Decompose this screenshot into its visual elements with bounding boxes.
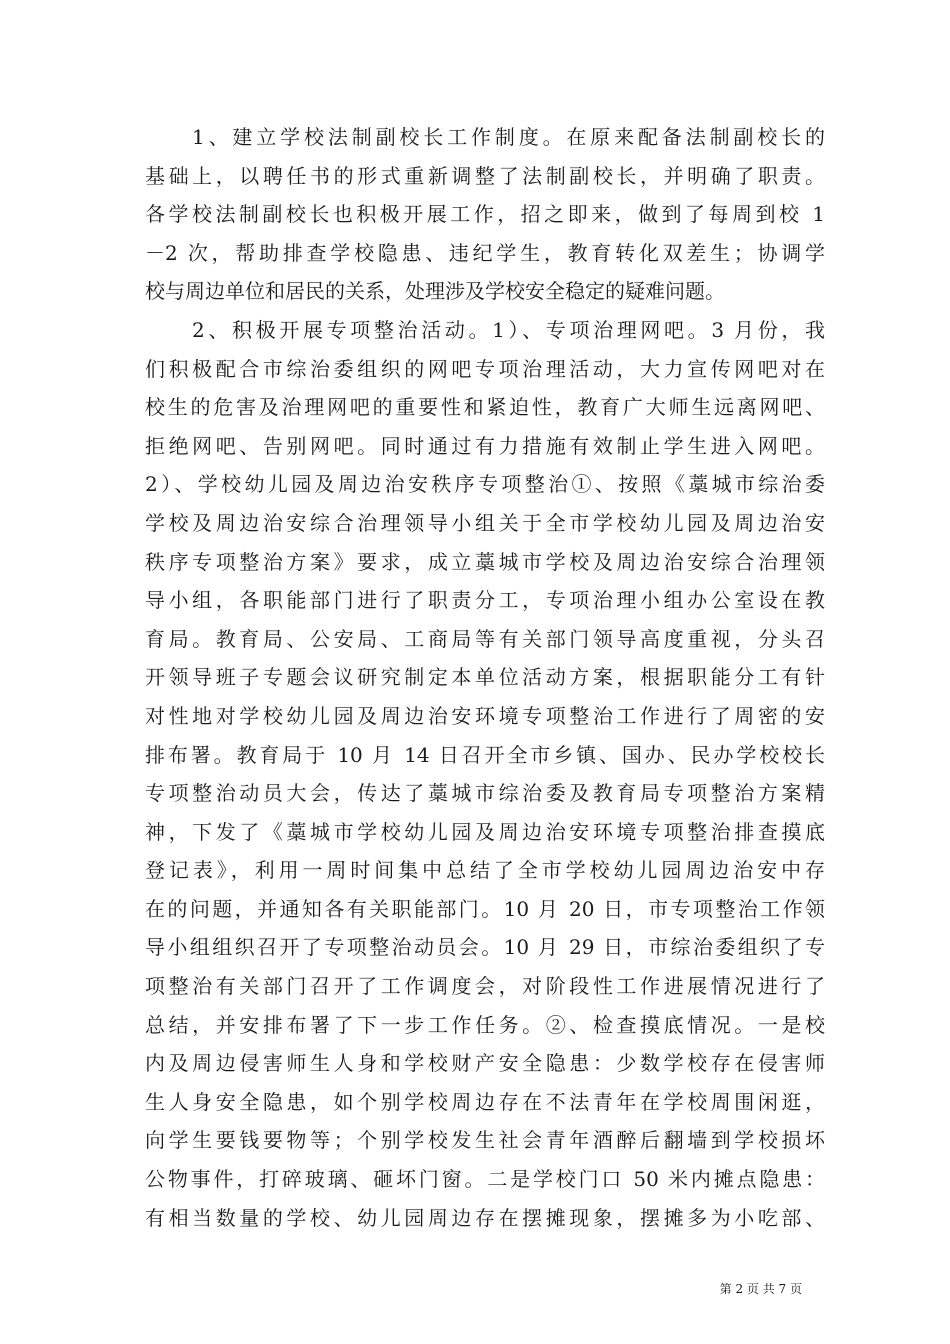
paragraph-2-line-8: 导小组，各职能部门进行了职责分工，专项治理小组办公室设在教: [145, 588, 825, 613]
paragraph-2-line-14: 神，下发了《藁城市学校幼儿园及周边治安环境专项整治排查摸底: [145, 819, 825, 844]
paragraph-2-line-7: 秩序专项整治方案》要求，成立藁城市学校及周边治安综合治理领: [145, 549, 825, 574]
paragraph-1-line-3: 各学校法制副校长也积极开展工作，招之即来，做到了每周到校 1: [145, 202, 825, 227]
paragraph-2-line-4: 拒绝网吧、告别网吧。同时通过有力措施有效制止学生进入网吧。: [145, 433, 825, 458]
paragraph-2-line-24: 有相当数量的学校、幼儿园周边存在摆摊现象，摆摊多为小吃部、: [145, 1205, 825, 1230]
paragraph-2-line-22: 向学生要钱要物等；个别学校发生社会青年酒醉后翻墙到学校损坏: [145, 1128, 825, 1153]
document-body: [145, 118, 825, 1237]
paragraph-2-line-17: 导小组组织召开了专项整治动员会。10 月 29 日，市综治委组织了专: [145, 935, 825, 960]
paragraph-2-line-18: 项整治有关部门召开了工作调度会，对阶段性工作进展情况进行了: [145, 974, 825, 999]
paragraph-2-line-11: 对性地对学校幼儿园及周边治安环境专项整治工作进行了周密的安: [145, 703, 825, 728]
paragraph-1-line-2: 基础上，以聘任书的形式重新调整了法制副校长，并明确了职责。: [145, 163, 825, 188]
paragraph-2-line-19: 总结，并安排布署了下一步工作任务。②、检查摸底情况。一是校: [145, 1012, 825, 1037]
paragraph-2-line-10: 开领导班子专题会议研究制定本单位活动方案，根据职能分工有针: [145, 665, 825, 690]
paragraph-2-line-20: 内及周边侵害师生人身和学校财产安全隐患：少数学校存在侵害师: [145, 1051, 825, 1076]
paragraph-2-line-12: 排布署。教育局于 10 月 14 日召开全市乡镇、国办、民办学校校长: [145, 742, 825, 767]
paragraph-1-line-1: 1、建立学校法制副校长工作制度。在原来配备法制副校长的: [192, 125, 825, 149]
paragraph-2-line-16: 在的问题，并通知各有关职能部门。10 月 20 日，市专项整治工作领: [145, 896, 825, 921]
paragraph-2-line-9: 育局。教育局、公安局、工商局等有关部门领导高度重视，分头召: [145, 626, 825, 651]
paragraph-2-line-3: 校生的危害及治理网吧的重要性和紧迫性，教育广大师生远离网吧、: [145, 395, 825, 420]
paragraph-2-line-2: 们积极配合市综治委组织的网吧专项治理活动，大力宣传网吧对在: [145, 356, 825, 381]
paragraph-2-line-15: 登记表》，利用一周时间集中总结了全市学校幼儿园周边治安中存: [145, 858, 825, 883]
paragraph-1-line-4: －2 次，帮助排查学校隐患、违纪学生，教育转化双差生；协调学: [145, 240, 825, 265]
paragraph-1-line-5: 校与周边单位和居民的关系，处理涉及学校安全稳定的疑难问题。: [145, 279, 725, 304]
paragraph-2-line-23: 公物事件，打碎玻璃、砸坏门窗。二是学校门口 50 米内摊点隐患：: [145, 1167, 825, 1192]
paragraph-2-line-13: 专项整治动员大会，传达了藁城市综治委及教育局专项整治方案精: [145, 781, 825, 806]
paragraph-2-line-5: 2）、学校幼儿园及周边治安秩序专项整治①、按照《藁城市综治委: [145, 472, 825, 497]
paragraph-2-line-1: 2、积极开展专项整治活动。1）、专项治理网吧。3 月份，我: [192, 317, 825, 342]
paragraph-2-line-21: 生人身安全隐患，如个别学校周边存在不法青年在学校周围闲逛，: [145, 1089, 825, 1114]
page-number-footer: 第 2 页 共 7 页: [719, 1282, 802, 1296]
paragraph-2-line-6: 学校及周边治安综合治理领导小组关于全市学校幼儿园及周边治安: [145, 510, 825, 535]
